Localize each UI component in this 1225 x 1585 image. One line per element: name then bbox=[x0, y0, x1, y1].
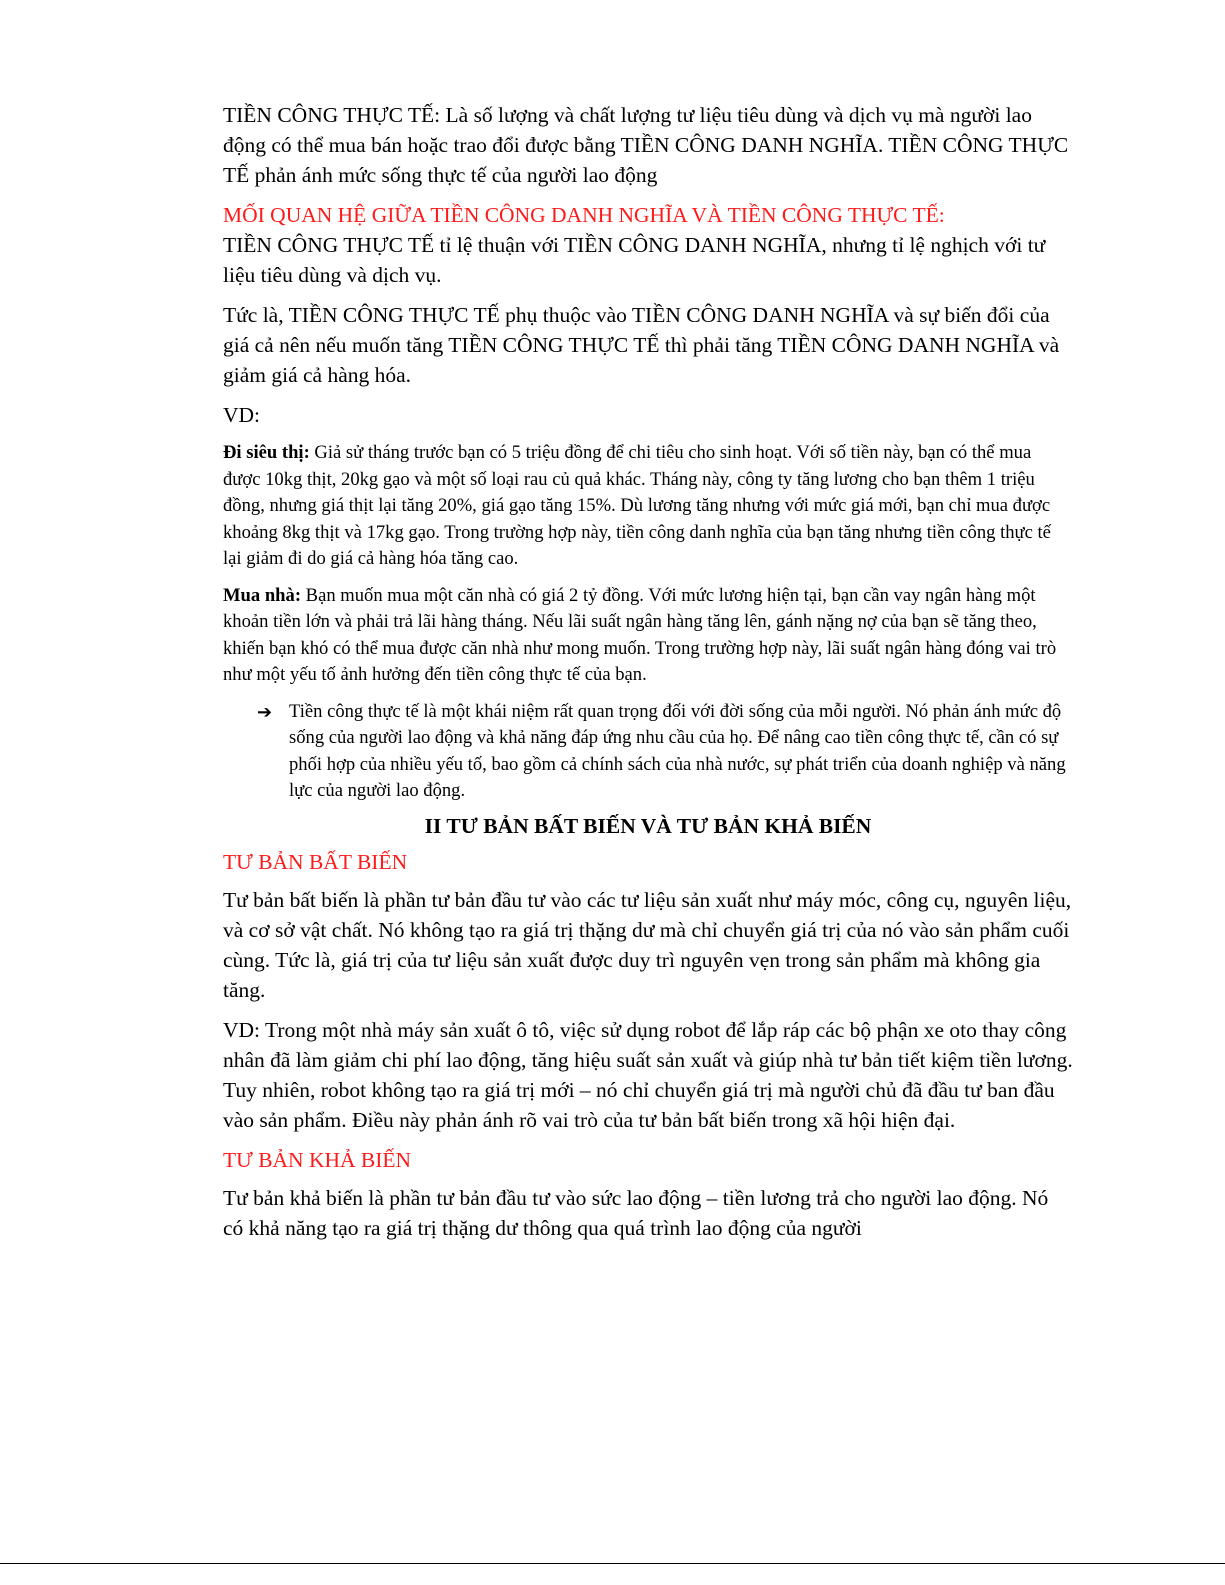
paragraph-relationship bbox=[223, 200, 1073, 290]
variable-capital-definition: Tư bản khả biến là phần tư bản đầu tư vào sức lao động – tiền lương trả cho người lao động. Nó có khả năng tạo ra giá trị thặng dư thông qua quá trình lao động của người bbox=[223, 1185, 1049, 1240]
example-supermarket-text: Giả sử tháng trước bạn có 5 triệu đồng để chi tiêu cho sinh hoạt. Với số tiền này, bạn có thể mua được 10kg thịt, 20kg gạo và một số loại rau củ quả khác. Tháng này, công ty tăng lương cho bạn thêm 1 triệu đồng, nhưng giá thịt lại tăng 20%, giá gạo tăng 15%. Dù lương tăng nhưng với mức giá mới, bạn chỉ mua được khoảng 8kg thịt và 17kg gạo. Trong trường hợp này, tiền công danh nghĩa của bạn tăng nhưng tiền công thực tế lại giảm đi do giá cả hàng hóa tăng cao. bbox=[223, 442, 1051, 569]
variable-capital-heading: TƯ BẢN KHẢ BIẾN bbox=[223, 1147, 412, 1172]
example-buy-house-text: Bạn muốn mua một căn nhà có giá 2 tỷ đồng. Với mức lương hiện tại, bạn cần vay ngân hàng một khoản tiền lớn và phải trả lãi hàng tháng. Nếu lãi suất ngân hàng tăng lên, gánh nặng nợ của bạn sẽ tăng theo, khiến bạn khó có thể mua được căn nhà như mong muốn. Trong trường hợp này, lãi suất ngân hàng đóng vai trò như một yếu tố ảnh hưởng đến tiền công thực tế của bạn. bbox=[223, 584, 1057, 685]
constant-capital-definition: Tư bản bất biến là phần tư bản đầu tư vào các tư liệu sản xuất như máy móc, công cụ, nguyên liệu, và cơ sở vật chất. Nó không tạo ra giá trị thặng dư mà chỉ chuyển giá trị của nó vào sản phẩm cuối cùng. Tức là, giá trị của tư liệu sản xuất được duy trì nguyên vẹn trong sản phẩm mà không gia tăng. bbox=[223, 887, 1072, 1002]
constant-capital-heading: TƯ BẢN BẤT BIẾN bbox=[223, 849, 408, 874]
paragraph-real-wage-definition: TIỀN CÔNG THỰC TẾ: Là số lượng và chất lượng tư liệu tiêu dùng và dịch vụ mà người lao động có thể mua bán hoặc trao đổi được bằng TIỀN CÔNG DANH NGHĨA. TIỀN CÔNG THỰC TẾ phản ánh mức sống thực tế của người lao động bbox=[223, 103, 1069, 187]
example-supermarket-label: Đi siêu thị: bbox=[223, 442, 310, 463]
example-buy-house bbox=[223, 583, 1073, 689]
paragraph-meaning: Tức là, TIỀN CÔNG THỰC TẾ phụ thuộc vào TIỀN CÔNG DANH NGHĨA và sự biến đổi của giá cả nên nếu muốn tăng TIỀN CÔNG THỰC TẾ thì phải tăng TIỀN CÔNG DANH NGHĨA và giảm giá cả hàng hóa. bbox=[223, 303, 1060, 387]
section-2-title: II TƯ BẢN BẤT BIẾN VÀ TƯ BẢN KHẢ BIẾN bbox=[424, 813, 872, 838]
constant-capital-example: VD: Trong một nhà máy sản xuất ô tô, việc sử dụng robot để lắp ráp các bộ phận xe oto thay công nhân đã làm giảm chi phí lao động, tăng hiệu suất sản xuất và giúp nhà tư bản tiết kiệm tiền lương. Tuy nhiên, robot không tạo ra giá trị mới – nó chỉ chuyển giá trị mà người chủ đã đầu tư ban đầu vào sản phẩm. Điều này phản ánh rõ vai trò của tư bản bất biến trong xã hội hiện đại. bbox=[223, 1017, 1073, 1132]
paragraph-example-label: VD: bbox=[223, 403, 261, 427]
example-buy-house-label: Mua nhà: bbox=[223, 584, 302, 606]
relationship-text: TIỀN CÔNG THỰC TẾ tỉ lệ thuận với TIỀN CÔNG DANH NGHĨA, nhưng tỉ lệ nghịch với tư liệu tiêu dùng và dịch vụ. bbox=[223, 233, 1046, 287]
relationship-heading: MỐI QUAN HỆ GIỮA TIỀN CÔNG DANH NGHĨA VÀ TIỀN CÔNG THỰC TẾ: bbox=[223, 203, 945, 227]
document-page bbox=[223, 100, 1073, 1253]
page-bottom-divider bbox=[0, 1563, 1225, 1564]
conclusion-text: Tiền công thực tế là một khái niệm rất quan trọng đối với đời sống của mỗi người. Nó phản ánh mức độ sống của người lao động và khả năng đáp ứng nhu cầu của họ. Để nâng cao tiền công thực tế, cần có sự phối hợp của nhiều yếu tố, bao gồm cả chính sách của nhà nước, sự phát triển của doanh nghiệp và năng lực của người lao động. bbox=[289, 700, 1066, 801]
conclusion-item bbox=[257, 699, 1073, 805]
arrow-right-icon: ➔ bbox=[257, 701, 273, 722]
example-supermarket bbox=[223, 440, 1073, 573]
